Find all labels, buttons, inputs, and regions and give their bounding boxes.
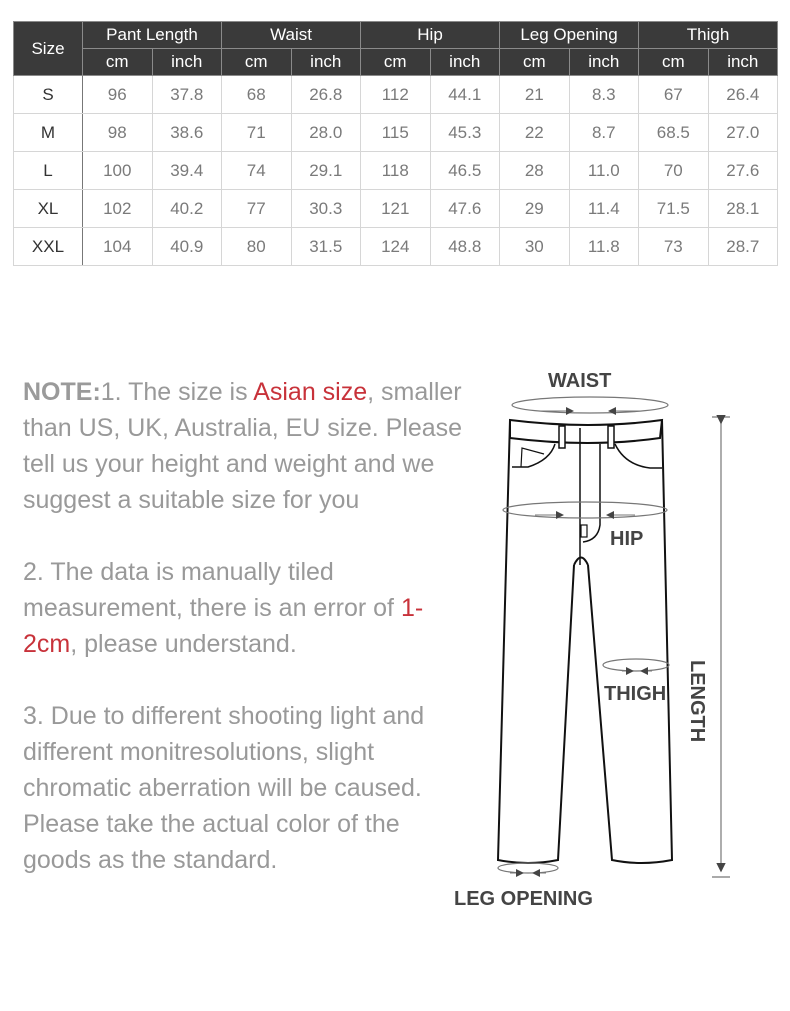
table-cell: 115	[361, 114, 431, 152]
table-cell: 27.6	[708, 152, 778, 190]
unit-header-cm: cm	[222, 49, 292, 76]
table-cell: 74	[222, 152, 292, 190]
table-cell: 44.1	[430, 76, 500, 114]
table-cell: 30	[500, 228, 570, 266]
table-cell: 8.7	[569, 114, 639, 152]
table-cell: 96	[83, 76, 153, 114]
table-cell: 45.3	[430, 114, 500, 152]
notes-section	[23, 374, 463, 914]
table-cell: 67	[639, 76, 709, 114]
table-row	[14, 114, 778, 152]
table-cell: 21	[500, 76, 570, 114]
table-cell: 28	[500, 152, 570, 190]
table-row	[14, 76, 778, 114]
table-cell: 26.4	[708, 76, 778, 114]
table-cell: 98	[83, 114, 153, 152]
table-cell: 29.1	[291, 152, 361, 190]
table-cell: 27.0	[708, 114, 778, 152]
size-cell: XL	[14, 190, 83, 228]
table-row	[14, 152, 778, 190]
table-cell: 102	[83, 190, 153, 228]
table-cell: 28.1	[708, 190, 778, 228]
unit-header-inch: inch	[569, 49, 639, 76]
unit-header-cm: cm	[500, 49, 570, 76]
size-cell: S	[14, 76, 83, 114]
table-cell: 8.3	[569, 76, 639, 114]
note-label: NOTE:	[23, 378, 101, 406]
group-header-thigh: Thigh	[639, 22, 778, 49]
highlight-asian-size: Asian size	[253, 378, 368, 406]
table-cell: 70	[639, 152, 709, 190]
unit-header-inch: inch	[291, 49, 361, 76]
group-header-pant-length: Pant Length	[83, 22, 222, 49]
table-cell: 38.6	[152, 114, 222, 152]
table-cell: 121	[361, 190, 431, 228]
unit-header-inch: inch	[152, 49, 222, 76]
table-cell: 28.0	[291, 114, 361, 152]
note-1: NOTE:1. The size is Asian size, smaller than US, UK, Australia, EU size. Please tell us your height and weight and we suggest a suitable size for you	[23, 378, 463, 514]
table-cell: 47.6	[430, 190, 500, 228]
label-hip: HIP	[610, 528, 644, 550]
size-cell: M	[14, 114, 83, 152]
group-header-leg-opening: Leg Opening	[500, 22, 639, 49]
table-cell: 29	[500, 190, 570, 228]
pants-measurement-diagram	[440, 360, 790, 920]
table-cell: 100	[83, 152, 153, 190]
size-column-header: Size	[14, 22, 83, 76]
table-cell: 39.4	[152, 152, 222, 190]
size-cell: XXL	[14, 228, 83, 266]
table-cell: 118	[361, 152, 431, 190]
table-cell: 30.3	[291, 190, 361, 228]
group-header-waist: Waist	[222, 22, 361, 49]
label-leg-opening: LEG OPENING	[454, 888, 593, 910]
header-row-units	[14, 49, 778, 76]
table-cell: 11.0	[569, 152, 639, 190]
table-cell: 124	[361, 228, 431, 266]
table-cell: 68.5	[639, 114, 709, 152]
table-cell: 80	[222, 228, 292, 266]
table-cell: 77	[222, 190, 292, 228]
table-cell: 73	[639, 228, 709, 266]
table-row	[14, 228, 778, 266]
note-2: 2. The data is manually tiled measurement, there is an error of 1-2cm, please understand.	[23, 558, 424, 658]
table-cell: 28.7	[708, 228, 778, 266]
table-cell: 31.5	[291, 228, 361, 266]
table-cell: 48.8	[430, 228, 500, 266]
unit-header-cm: cm	[639, 49, 709, 76]
table-cell: 11.4	[569, 190, 639, 228]
table-cell: 40.9	[152, 228, 222, 266]
table-cell: 104	[83, 228, 153, 266]
highlight-error-range: 1-2cm	[23, 594, 424, 658]
unit-header-inch: inch	[708, 49, 778, 76]
header-row-groups	[14, 22, 778, 49]
label-length: LENGTH	[686, 660, 708, 743]
size-chart-table	[13, 21, 778, 266]
table-cell: 26.8	[291, 76, 361, 114]
table-cell: 40.2	[152, 190, 222, 228]
group-header-hip: Hip	[361, 22, 500, 49]
pants-outline-icon	[440, 360, 790, 920]
label-waist: WAIST	[548, 370, 612, 392]
table-cell: 22	[500, 114, 570, 152]
table-cell: 11.8	[569, 228, 639, 266]
note-3: 3. Due to different shooting light and different monitresolutions, slight chromatic aberration will be caused. Please take the actual color of the goods as the standard.	[23, 702, 425, 874]
table-row	[14, 190, 778, 228]
table-cell: 37.8	[152, 76, 222, 114]
table-cell: 71	[222, 114, 292, 152]
table-cell: 46.5	[430, 152, 500, 190]
table-cell: 71.5	[639, 190, 709, 228]
table-cell: 68	[222, 76, 292, 114]
table-cell: 112	[361, 76, 431, 114]
size-cell: L	[14, 152, 83, 190]
label-thigh: THIGH	[604, 683, 667, 705]
unit-header-inch: inch	[430, 49, 500, 76]
unit-header-cm: cm	[361, 49, 431, 76]
unit-header-cm: cm	[83, 49, 153, 76]
